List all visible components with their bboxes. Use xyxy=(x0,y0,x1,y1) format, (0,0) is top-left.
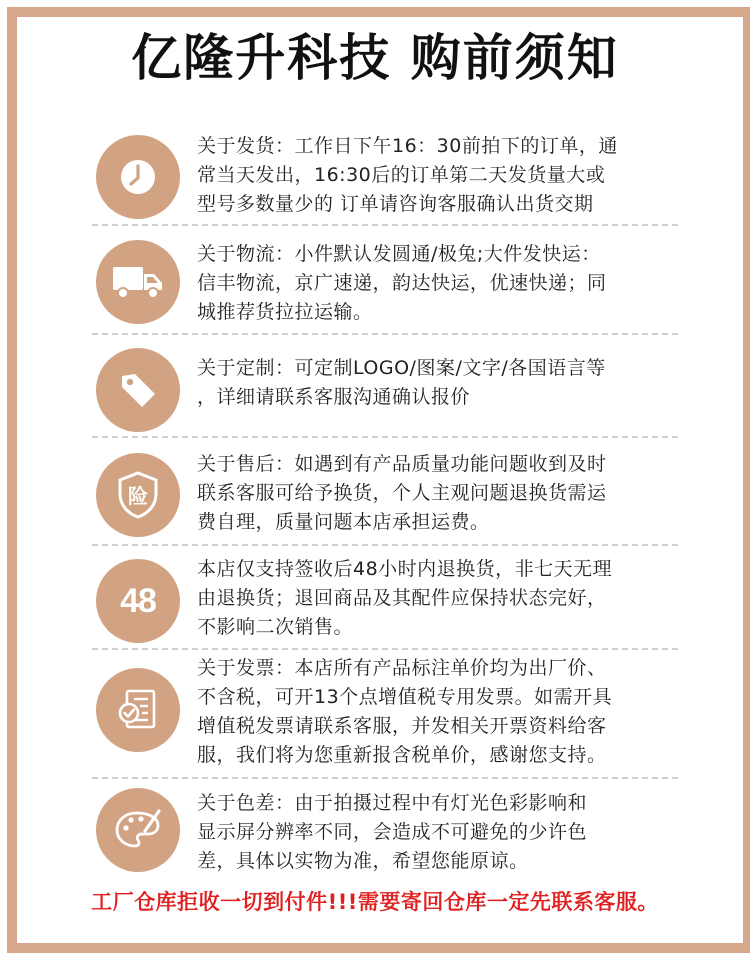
section-line: 联系客服可给予换货，个人主观问题退换货需运 xyxy=(197,482,607,504)
palette-icon xyxy=(96,788,180,872)
section-line: 信丰物流，京广速递，韵达快运，优速快递；同 xyxy=(197,272,607,294)
section-line: 不含税，可开13个点增值税专用发票。如需开具 xyxy=(197,686,613,708)
section-text xyxy=(197,654,677,770)
section-line: 关于色差：由于拍摄过程中有灯光色彩影响和 xyxy=(197,792,588,814)
section-invoice xyxy=(90,654,680,774)
divider xyxy=(92,436,678,438)
section-after-sales xyxy=(90,450,680,540)
shield-icon-label: 险 xyxy=(128,484,148,508)
divider xyxy=(92,544,678,546)
divider xyxy=(92,777,678,779)
section-customization xyxy=(90,348,680,438)
divider xyxy=(92,333,678,335)
clock-icon xyxy=(96,135,180,219)
section-shipping xyxy=(90,132,680,222)
section-text xyxy=(197,450,677,537)
section-text xyxy=(197,555,677,642)
section-line: 关于售后：如遇到有产品质量功能问题收到及时 xyxy=(197,453,607,475)
footer-warning: 工厂仓库拒收一切到付件!!!需要寄回仓库一定先联系客服。 xyxy=(91,890,659,914)
invoice-icon xyxy=(96,668,180,752)
section-line: 关于发货：工作日下午16：30前拍下的订单，通 xyxy=(197,135,618,157)
shield-icon xyxy=(96,453,180,537)
divider xyxy=(92,648,678,650)
section-line: 由退换货；退回商品及其配件应保持状态完好， xyxy=(197,587,607,609)
section-line: 差，具体以实物为准，希望您能原谅。 xyxy=(197,850,529,872)
section-line: 不影响二次销售。 xyxy=(197,616,354,638)
section-line: 关于发票：本店所有产品标注单价均为出厂价、 xyxy=(197,657,607,679)
section-logistics xyxy=(90,240,680,330)
section-line: 常当天发出，16:30后的订单第二天发货量大或 xyxy=(197,164,606,186)
section-text xyxy=(197,132,677,219)
section-line: 关于物流：小件默认发圆通/极兔;大件发快运： xyxy=(197,243,601,265)
section-line: ，详细请联系客服沟通确认报价 xyxy=(197,386,471,408)
section-line: 城推荐货拉拉运输。 xyxy=(197,301,373,323)
section-line: 型号多数量少的 订单请咨询客服确认出货交期 xyxy=(197,193,594,215)
section-line: 费自理，质量问题本店承担运费。 xyxy=(197,511,490,533)
48-hours-icon xyxy=(96,559,180,643)
divider xyxy=(92,224,678,226)
section-line: 关于定制：可定制LOGO/图案/文字/各国语言等 xyxy=(197,357,606,379)
page-title: 亿隆升科技 购前须知 xyxy=(131,29,619,87)
section-line: 显示屏分辨率不同，会造成不可避免的少许色 xyxy=(197,821,588,843)
section-text xyxy=(197,789,677,876)
section-line: 增值税发票请联系客服，并发相关开票资料给客 xyxy=(197,715,607,737)
section-line: 服，我们将为您重新报含税单价，感谢您支持。 xyxy=(197,744,607,766)
section-color-difference xyxy=(90,786,680,876)
tag-icon xyxy=(96,348,180,432)
section-returns xyxy=(90,558,680,648)
section-line: 本店仅支持签收后48小时内退换货，非七天无理 xyxy=(197,558,613,580)
48-hours-label: 48 xyxy=(120,581,156,620)
section-text xyxy=(197,240,677,327)
truck-icon xyxy=(96,240,180,324)
section-text xyxy=(197,354,677,412)
